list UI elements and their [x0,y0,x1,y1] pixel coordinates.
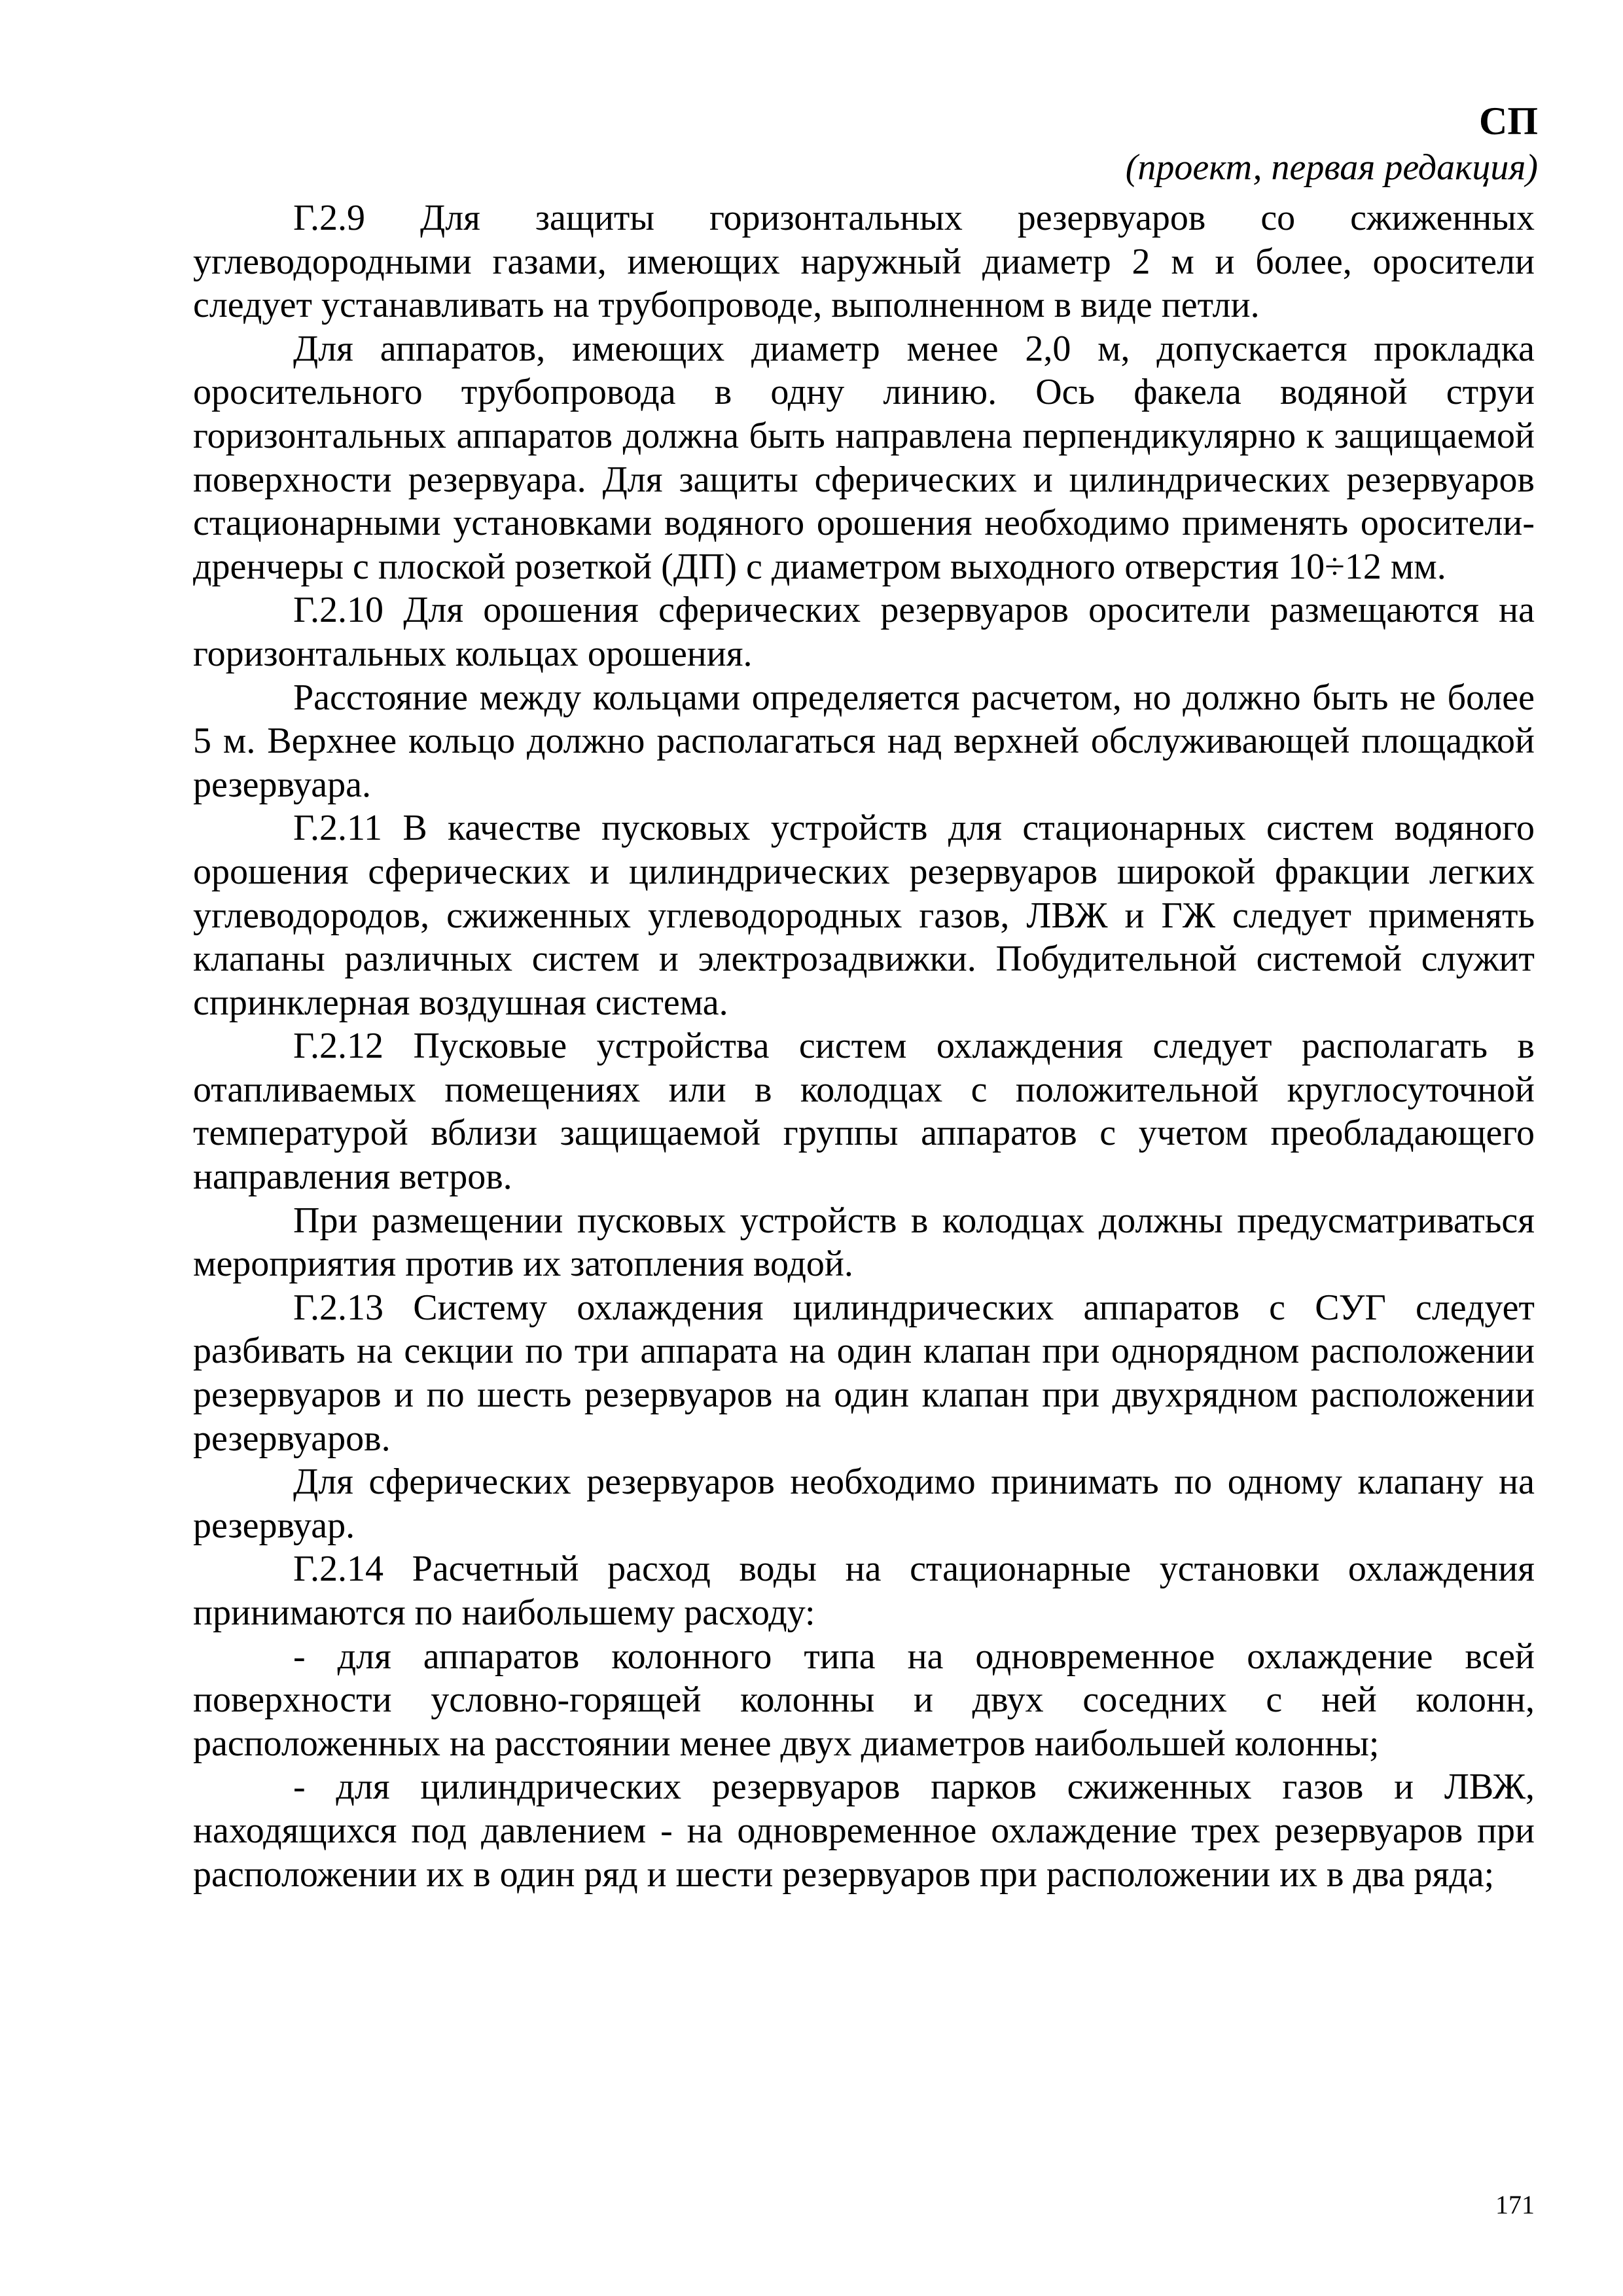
paragraph-g-2-9: Г.2.9 Для защиты горизонтальных резервуаров со сжиженных углеводородными газами, имеющих наружный диаметр 2 м и более, оросители следует устанавливать на трубопроводе, выполненном в виде петли. [193,198,1535,326]
paragraph-g-2-13: Г.2.13 Систему охлаждения цилиндрических аппаратов с СУГ следует разбивать на секции по три аппарата на один клапан при однорядном расположении резервуаров и по шесть резервуаров на один клапан при двухрядном расположении резервуаров. [193,1287,1535,1459]
paragraph: Для сферических резервуаров необходимо принимать по одному клапану на резервуар. [193,1462,1535,1546]
list-item: - для аппаратов колонного типа на одновременное охлаждение всей поверхности условно-горящей колонны и двух соседних с ней колонн, расположенных на расстоянии менее двух диаметров наибольшей колонны; [193,1636,1535,1764]
paragraph: Расстояние между кольцами определяется расчетом, но должно быть не более 5 м. Верхнее кольцо должно располагаться над верхней обслуживающей площадкой резервуара. [193,677,1535,805]
paragraph: При размещении пусковых устройств в колодцах должны предусматриваться мероприятия против их затопления водой. [193,1200,1535,1285]
page-header [622,97,1538,190]
list-item: - для цилиндрических резервуаров парков сжиженных газов и ЛВЖ, находящихся под давлением - на одновременное охлаждение трех резервуаров при расположении их в один ряд и шести резервуаров при расположении их в два ряда; [193,1767,1535,1895]
document-status: (проект, первая редакция) [1125,147,1538,188]
document-body [193,196,1535,1896]
paragraph-g-2-10: Г.2.10 Для орошения сферических резервуаров оросители размещаются на горизонтальных кольцах орошения. [193,590,1535,674]
paragraph-g-2-14: Г.2.14 Расчетный расход воды на стационарные установки охлаждения принимаются по наибольшему расходу: [193,1549,1535,1633]
document-code: СП [1479,99,1538,143]
paragraph: Для аппаратов, имеющих диаметр менее 2,0 м, допускается прокладка оросительного трубопровода в одну линию. Ось факела водяной струи горизонтальных аппаратов должна быть направлена перпендикулярно к защищаемой поверхности резервуара. Для защиты сферических и цилиндрических резервуаров стационарными установками водяного орошения необходимо применять оросители-дренчеры с плоской розеткой (ДП) с диаметром выходного отверстия 10÷12 мм. [193,328,1535,587]
paragraph-g-2-11: Г.2.11 В качестве пусковых устройств для стационарных систем водяного орошения сферических и цилиндрических резервуаров широкой фракции легких углеводородов, сжиженных углеводородных газов, ЛВЖ и ГЖ следует применять клапаны различных систем и электрозадвижки. Побудительной системой служит спринклерная воздушная система. [193,808,1535,1023]
paragraph-g-2-12: Г.2.12 Пусковые устройства систем охлаждения следует располагать в отапливаемых помещениях или в колодцах с положительной круглосуточной температурой вблизи защищаемой группы аппаратов с учетом преобладающего направления ветров. [193,1026,1535,1198]
page-number: 171 [1495,2190,1535,2219]
